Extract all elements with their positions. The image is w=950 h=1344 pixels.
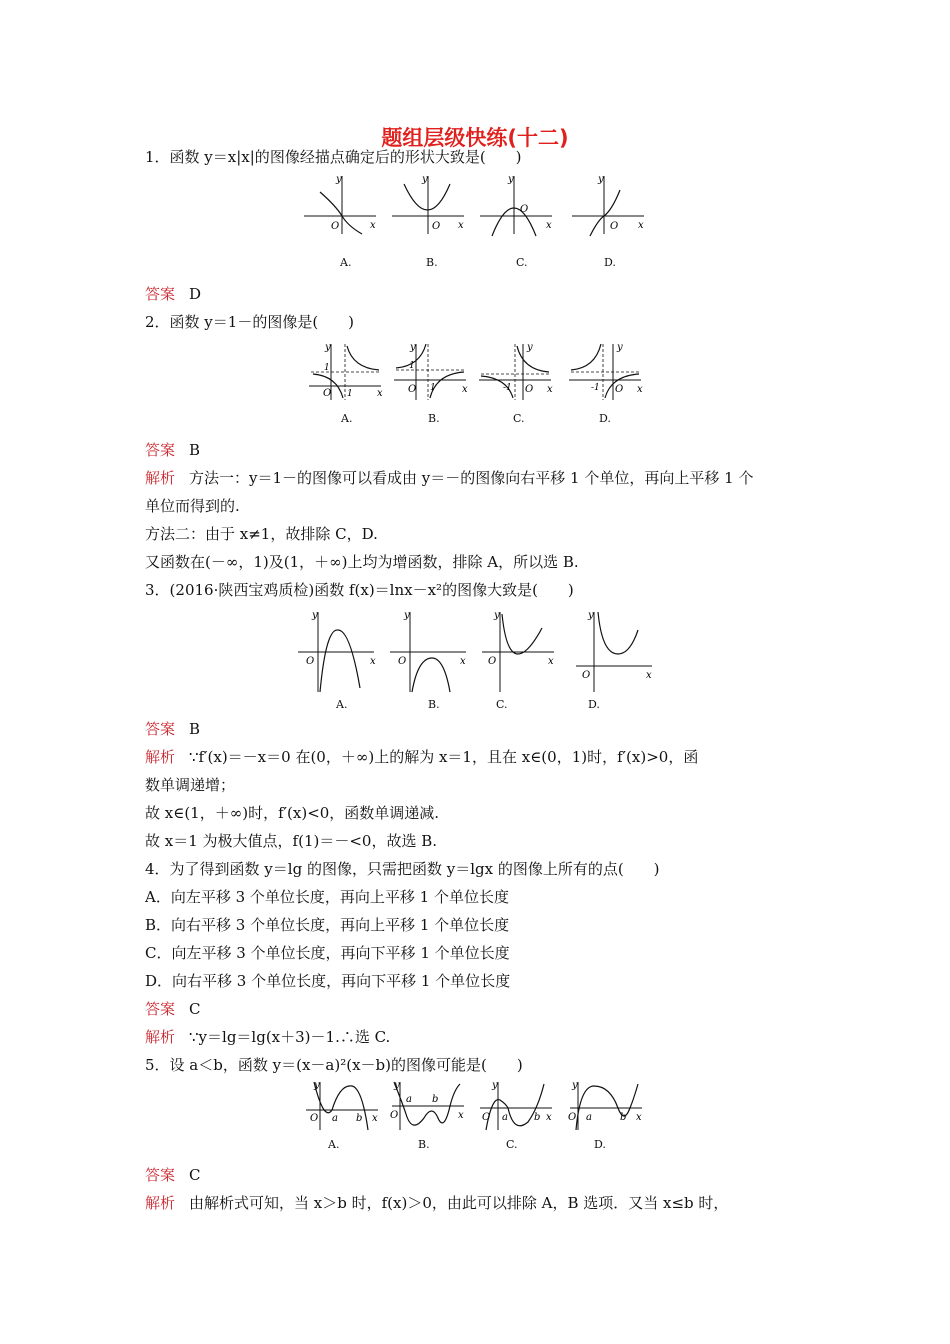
svg-text:x: x [462,384,468,395]
svg-text:O: O [488,656,497,667]
svg-text:y: y [492,1080,498,1091]
q3-analysis-line-1: 解析 ∵f′(x)＝－x＝0 在(0，＋∞)上的解为 x＝1，且在 x∈(0，1)时，f′(x)>0，函 [145,748,699,766]
svg-text:-1: -1 [591,383,600,393]
svg-text:x: x [377,388,383,399]
q3-option-a: A. [336,698,348,711]
svg-text:O: O [310,1113,319,1124]
q4-choice-a: A．向左平移 3 个单位长度，再向上平移 1 个单位长度 [145,888,509,906]
svg-text:y: y [312,610,318,621]
axis-y-label: y [336,174,342,185]
q5-figure-b [388,1078,468,1151]
svg-text:y: y [494,610,500,621]
svg-text:b: b [432,1094,439,1105]
q2-figure-a [305,340,385,425]
svg-text:O: O [408,384,417,395]
svg-text:x: x [546,220,552,231]
svg-text:x: x [458,220,464,231]
svg-text:x: x [546,1112,552,1123]
origin-label: O [331,221,340,232]
svg-text:y: y [508,174,514,185]
svg-text:b: b [356,1113,363,1124]
svg-text:O: O [520,204,529,215]
svg-text:O: O [390,1110,399,1121]
svg-text:1: 1 [347,389,353,399]
q3-answer: 答案 B [145,720,201,738]
svg-text:O: O [582,670,591,681]
svg-text:O: O [306,656,315,667]
q3-figure-d [572,608,657,711]
q2-analysis-line-1: 解析 方法一：y＝1－的图像可以看成由 y＝－的图像向右平移 1 个单位，再向上平移 1 个 [145,469,754,487]
q2-figure-d [565,340,645,425]
svg-text:O: O [432,221,441,232]
q1-option-a: A. [340,256,352,269]
svg-text:x: x [460,656,466,667]
q2-option-d: D. [599,412,611,425]
svg-text:1: 1 [430,383,436,393]
q2-analysis-line-2: 单位而得到的. [145,497,240,515]
svg-text:x: x [637,384,643,395]
q5-figure-a [302,1078,382,1151]
q2-figure-c [475,340,555,425]
q3-option-c: C. [496,698,508,711]
svg-text:y: y [598,174,604,185]
svg-text:x: x [638,220,644,231]
svg-text:1: 1 [324,363,330,373]
q2-figure-b [390,340,470,425]
q1-figure-a [300,172,380,269]
svg-text:x: x [372,1113,378,1124]
svg-text:-1: -1 [503,383,512,393]
svg-text:O: O [398,656,407,667]
svg-text:a: a [332,1113,338,1124]
svg-text:y: y [410,342,416,353]
svg-text:y: y [422,174,428,185]
q5-option-b: B. [418,1138,430,1151]
q3-option-b: B. [428,698,440,711]
q4-choice-c: C．向左平移 3 个单位长度，再向下平移 1 个单位长度 [145,944,510,962]
svg-text:1: 1 [409,361,415,371]
q3-stem: 3．(2016·陕西宝鸡质检)函数 f(x)＝lnx－x²的图像大致是( ) [145,581,574,599]
q2-analysis-line-4: 又函数在(－∞，1)及(1，＋∞)上均为增函数，排除 A，所以选 B. [145,553,579,571]
svg-text:b: b [534,1112,541,1123]
svg-text:y: y [527,342,533,353]
q5-answer: 答案 C [145,1166,201,1184]
svg-text:x: x [458,1110,464,1121]
svg-text:y: y [314,1080,320,1091]
page-title: 题组层级快练(十二) [381,126,569,150]
q5-option-a: A. [328,1138,340,1151]
axis-x-label: x [370,220,376,231]
q4-stem: 4．为了得到函数 y＝lg 的图像，只需把函数 y＝lgx 的图像上所有的点( ) [145,860,660,878]
svg-text:b: b [620,1112,627,1123]
q4-analysis: 解析 ∵y＝lg＝lg(x＋3)－1.∴选 C. [145,1028,391,1046]
q1-figure-b [388,172,468,269]
q5-figure-d [566,1078,646,1151]
q3-analysis-line-3: 故 x∈(1，＋∞)时，f′(x)<0，函数单调递减. [145,804,440,822]
svg-text:O: O [568,1112,577,1123]
svg-text:y: y [394,1080,400,1091]
svg-text:x: x [547,384,553,395]
q4-choice-d: D．向右平移 3 个单位长度，再向下平移 1 个单位长度 [145,972,511,990]
q1-answer: 答案 D [145,285,202,303]
q2-option-a: A. [341,412,353,425]
svg-text:y: y [588,610,594,621]
q3-analysis-line-4: 故 x＝1 为极大值点，f(1)＝－<0，故选 B. [145,832,438,850]
q3-option-d: D. [588,698,600,711]
svg-text:a: a [406,1094,412,1105]
q5-option-d: D. [594,1138,606,1151]
q5-option-c: C. [506,1138,518,1151]
svg-text:O: O [525,384,534,395]
q3-figure-c [478,608,558,711]
svg-text:O: O [615,384,624,395]
q5-figure-c [476,1078,556,1151]
svg-text:O: O [482,1112,491,1123]
svg-text:O: O [323,388,332,399]
q4-choice-b: B．向右平移 3 个单位长度，再向上平移 1 个单位长度 [145,916,510,934]
svg-text:x: x [548,656,554,667]
q1-option-d: D. [604,256,616,269]
q2-option-c: C. [513,412,525,425]
q3-figure-b [386,608,471,711]
q3-figure-a [294,608,379,711]
q1-option-b: B. [426,256,438,269]
svg-text:y: y [404,610,410,621]
svg-text:y: y [617,342,623,353]
svg-text:x: x [636,1112,642,1123]
svg-text:a: a [586,1112,592,1123]
svg-text:y: y [572,1080,578,1091]
q1-figure-c [476,172,556,269]
q5-analysis: 解析 由解析式可知，当 x＞b 时，f(x)＞0，由此可以排除 A，B 选项．又当 x≤b 时， [145,1194,729,1212]
q3-analysis-line-2: 数单调递增； [145,776,236,794]
q2-answer: 答案 B [145,441,201,459]
q4-answer: 答案 C [145,1000,201,1018]
q2-stem: 2．函数 y＝1－的图像是( ) [145,313,355,331]
svg-text:O: O [610,221,619,232]
svg-text:x: x [370,656,376,667]
q5-stem: 5．设 a＜b，函数 y＝(x－a)²(x－b)的图像可能是( ) [145,1056,523,1074]
svg-text:x: x [646,670,652,681]
q2-option-b: B. [428,412,440,425]
svg-text:y: y [325,342,331,353]
q1-figure-d [568,172,648,269]
q1-option-c: C. [516,256,528,269]
svg-text:a: a [502,1112,508,1123]
q1-stem: 1．函数 y＝x|x|的图像经描点确定后的形状大致是( ) [145,148,522,166]
q2-analysis-line-3: 方法二：由于 x≠1，故排除 C，D. [145,525,378,543]
